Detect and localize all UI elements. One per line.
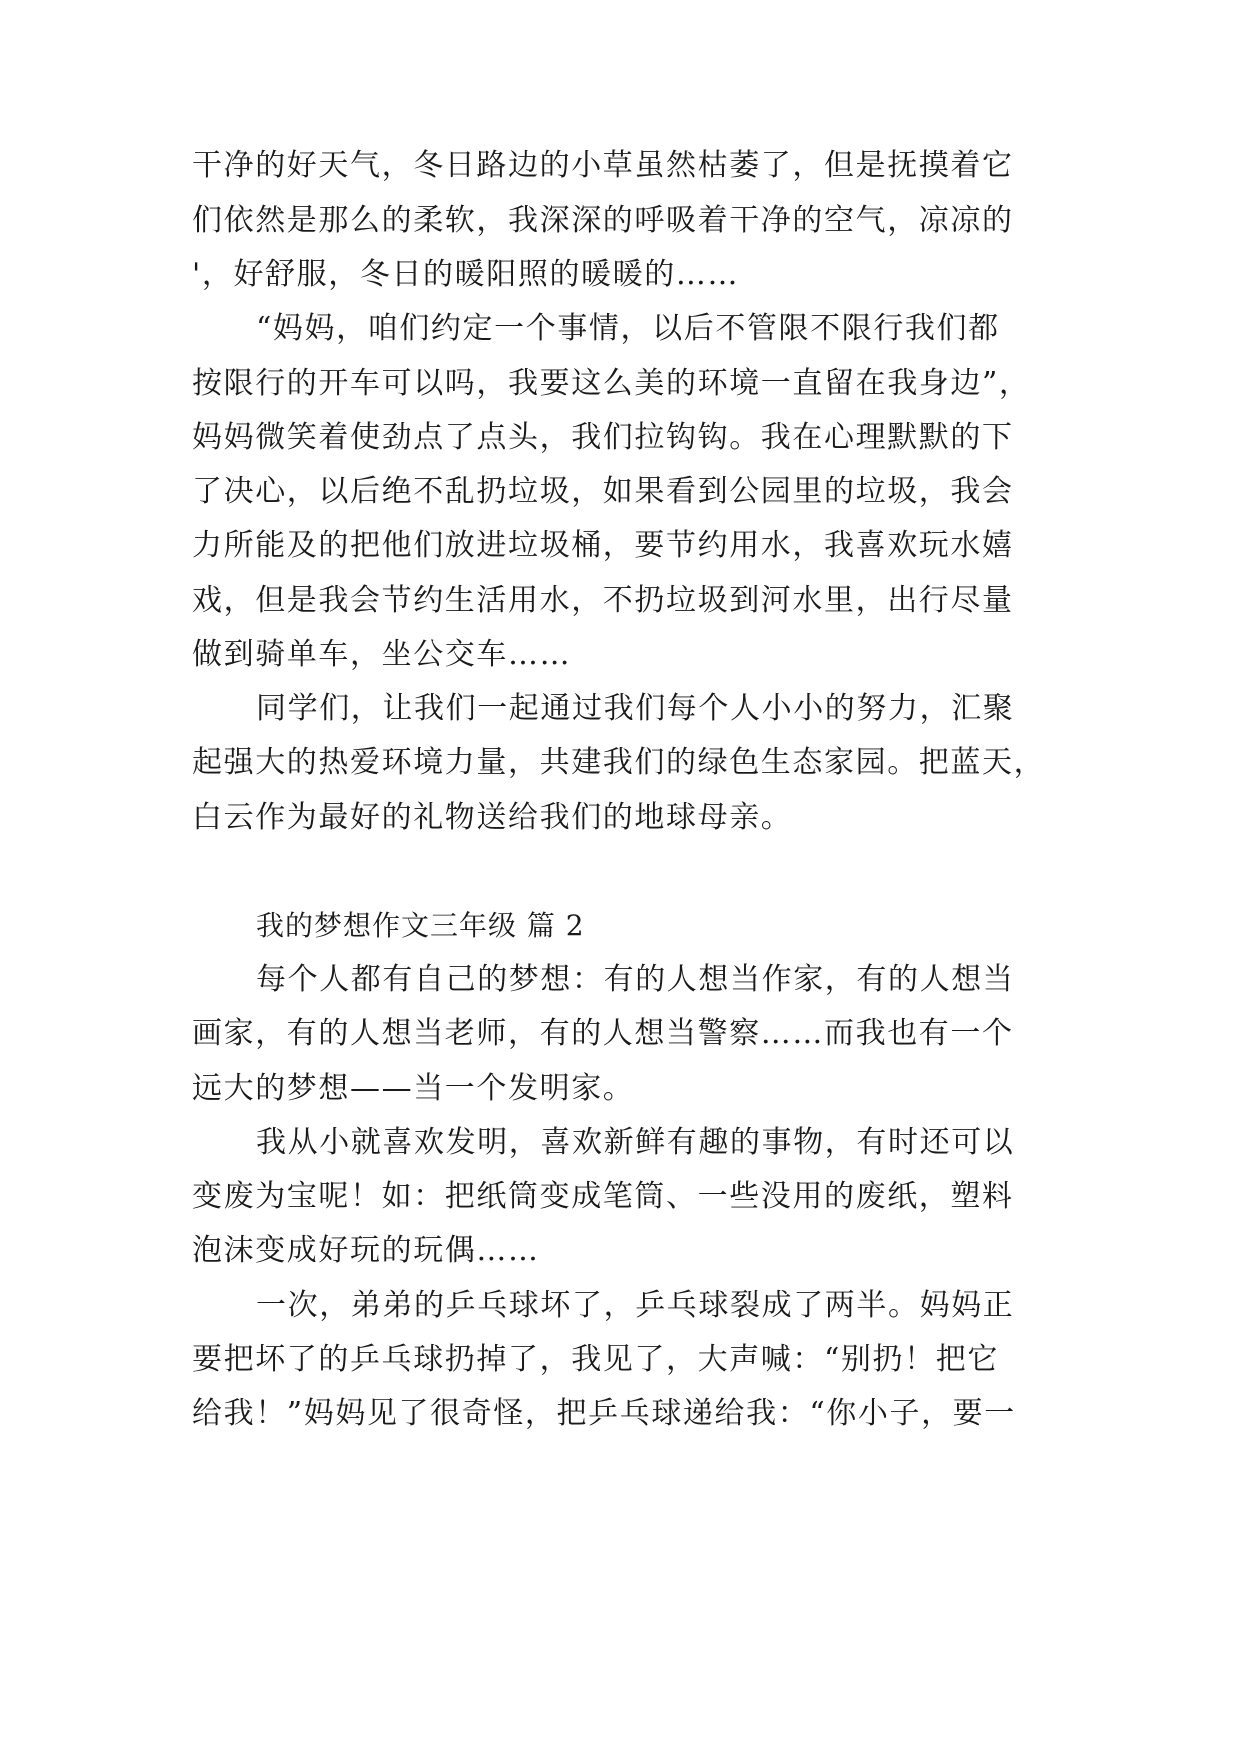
- text-line: “妈妈，咱们约定一个事情，以后不管限不限行我们都: [256, 311, 1000, 346]
- section-heading: 我的梦想作文三年级 篇 2: [256, 909, 585, 942]
- text-line: 泡沫变成好玩的玩偶……: [192, 1233, 540, 1268]
- text-line: 做到骑单车，坐公交车……: [192, 637, 572, 672]
- text-line: 给我！”妈妈见了很奇怪，把乒乓球递给我：“你小子，要一: [192, 1396, 1016, 1431]
- text-line: 戏，但是我会节约生活用水，不扔垃圾到河水里，出行尽量: [192, 583, 1014, 618]
- text-line: 干净的好天气，冬日路边的小草虽然枯萎了，但是抚摸着它: [192, 148, 1014, 183]
- text-line: 按限行的开车可以吗，我要这么美的环境一直留在我身边”，: [192, 366, 1031, 401]
- text-line: 了决心，以后绝不乱扔垃圾，如果看到公园里的垃圾，我会: [192, 474, 1014, 509]
- text-line: 远大的梦想——当一个发明家。: [192, 1071, 635, 1106]
- text-line: 要把坏了的乒乓球扔掉了，我见了，大声喊：“别扔！把它: [192, 1342, 999, 1377]
- text-line: 每个人都有自己的梦想：有的人想当作家，有的人想当: [256, 962, 1015, 997]
- text-line: 起强大的热爱环境力量，共建我们的绿色生态家园。把蓝天，: [192, 745, 1046, 780]
- text-line: 们依然是那么的柔软，我深深的呼吸着干净的空气，凉凉的: [192, 203, 1014, 238]
- text-line: 变废为宝呢！如：把纸筒变成笔筒、一些没用的废纸，塑料: [192, 1179, 1014, 1214]
- text-line: 白云作为最好的礼物送给我们的地球母亲。: [192, 800, 793, 835]
- text-line: 我从小就喜欢发明，喜欢新鲜有趣的事物，有时还可以: [256, 1125, 1015, 1160]
- text-line: 画家，有的人想当老师，有的人想当警察……而我也有一个: [192, 1016, 1014, 1051]
- text-line: 力所能及的把他们放进垃圾桶，要节约用水，我喜欢玩水嬉: [192, 528, 1014, 563]
- text-line: 妈妈微笑着使劲点了点头，我们拉钩钩。我在心理默默的下: [192, 420, 1014, 455]
- text-line: '，好舒服，冬日的暖阳照的暖暖的……: [192, 257, 740, 292]
- text-line: 同学们，让我们一起通过我们每个人小小的努力，汇聚: [256, 691, 1015, 726]
- text-line: 一次，弟弟的乒乓球坏了，乒乓球裂成了两半。妈妈正: [256, 1288, 1015, 1323]
